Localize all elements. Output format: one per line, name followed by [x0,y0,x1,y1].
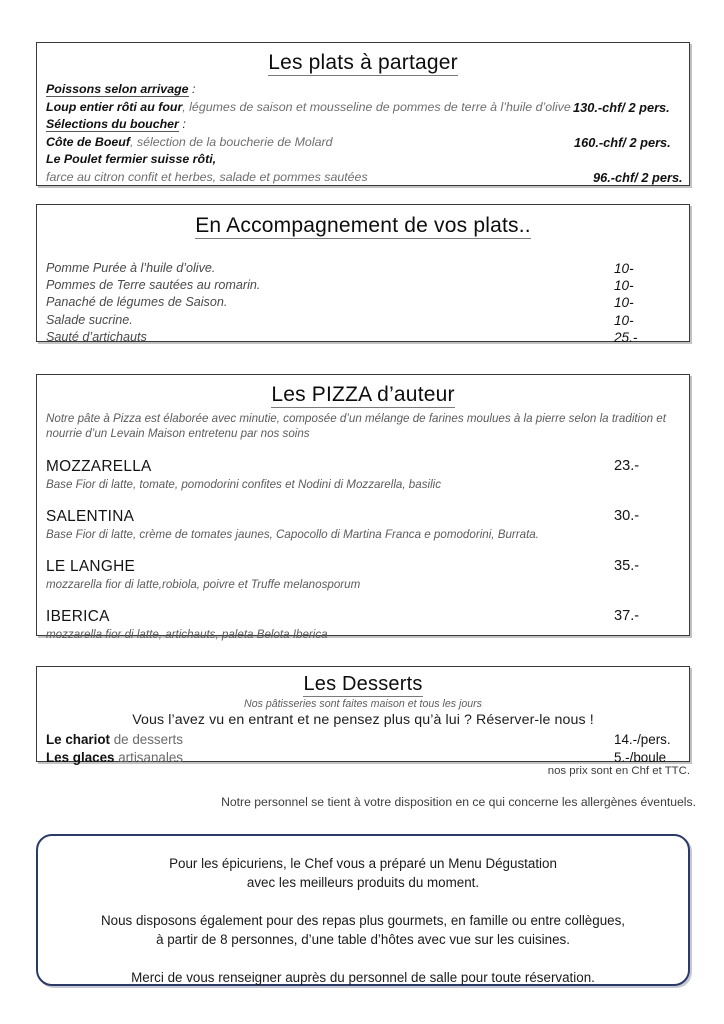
section-desserts [36,666,690,765]
section-title-plats-a-partager: Les plats à partager [268,51,458,74]
plats-line-poulet-description [46,169,681,187]
degustation-line-4: à partir de 8 personnes, d’une table d’hôtes avec vue sur les cuisines. [156,932,570,947]
pizza-item [46,558,689,592]
pizza-description: Base Fior di latte, tomate, pomodorini confites et Nodini di Mozzarella, basilic [46,477,442,491]
section-plats-a-partager [36,42,690,186]
pizza-item [46,508,689,542]
accompagnement-item-name: Sauté d’artichauts [46,329,147,344]
dessert-row [46,731,689,749]
degustation-block-2 [38,911,688,949]
section-accompagnement [36,204,690,345]
poulet-description: farce au citron confit et herbes, salade et pommes sautées [46,169,368,184]
accompagnement-item-name: Pommes de Terre sautées au romarin. [46,278,261,293]
section-menu-degustation [36,834,690,986]
degustation-line-1: Pour les épicuriens, le Chef vous a préparé un Menu Dégustation [169,856,557,871]
dessert-name-rest: artisanales [114,749,183,765]
accompagnement-item-price: 25.- [614,329,638,345]
degustation-line-2: avec les meilleurs produits du moment. [246,875,480,890]
loup-price: 130.-chf/ 2 pers. [573,99,670,115]
accompagnement-item-price: 10- [614,278,634,294]
plats-line-poulet-name [46,151,681,169]
plats-line-boucher-header [46,116,681,134]
cote-de-boeuf-name: Côte de Boeuf [46,134,130,149]
pizza-name: IBERICA [46,607,110,625]
accompagnement-row [46,277,689,294]
pizza-item [46,458,689,492]
accompagnement-item-price: 10- [614,261,634,276]
accompagnement-row [46,329,689,346]
section-title-pizza: Les PIZZA d’auteur [271,383,455,406]
dessert-name-bold: Les glaces [46,749,115,765]
poulet-price: 96.-chf/ 2 pers. [593,169,683,185]
pizza-price: 37.- [614,607,640,624]
poulet-name: Le Poulet fermier suisse rôti, [46,152,217,167]
degustation-line-5: Merci de vous renseigner auprès du personnel de salle pour toute réservation. [131,970,595,985]
accompagnement-list [37,260,689,346]
dessert-name-bold: Le chariot [46,732,110,747]
degustation-block-1 [38,854,688,892]
poissons-header-colon: : [188,82,196,96]
desserts-list [37,731,689,766]
accompagnement-row [46,312,689,329]
pizza-name: MOZZARELLA [46,457,152,475]
accompagnement-row [46,294,689,311]
accompagnement-row [46,260,689,277]
accompagnement-item-name: Salade sucrine. [46,312,133,327]
pizza-description: mozzarella fior di latte, artichauts, paleta Belota Iberica [46,627,328,641]
pizza-item [46,608,689,642]
section-pizza [36,374,690,641]
plats-a-partager-list [37,81,689,187]
pizza-intro-text: Notre pâte à Pizza est élaborée avec minutie, composée d’un mélange de farines moulues à la pierre selon la tradition et nourrie d’un Levain Maison entretenu par nos soins [46,412,666,441]
note-allergens: Notre personnel se tient à votre disposition en ce qui concerne les allergènes éventuels. [221,795,696,809]
accompagnement-item-price: 10- [614,295,634,311]
loup-description: , légumes de saison et mousseline de pommes de terre à l’huile d’olive [182,99,571,114]
section-title-accompagnement: En Accompagnement de vos plats.. [195,214,531,237]
section-title-desserts: Les Desserts [303,673,423,695]
pizza-description: Base Fior di latte, crème de tomates jaunes, Capocollo di Martina Franca e pomodorini, Burrata. [46,527,539,541]
pizza-list [37,458,689,642]
plats-line-cote-de-boeuf [46,134,681,152]
pizza-price: 30.- [614,507,640,524]
cote-de-boeuf-price: 160.-chf/ 2 pers. [574,134,671,150]
note-prices-currency: nos prix sont en Chf et TTC. [547,765,690,777]
accompagnement-item-name: Panaché de légumes de Saison. [46,295,228,310]
cote-de-boeuf-description: , sélection de la boucherie de Molard [129,134,333,149]
dessert-row [46,749,689,767]
dessert-price: 5.-/boule [614,749,667,765]
degustation-line-3: Nous disposons également pour des repas plus gourmets, en famille ou entre collègues, [100,913,626,928]
degustation-block-3 [38,968,688,987]
boucher-header-label: Sélections du boucher [46,117,179,132]
pizza-name: LE LANGHE [46,557,136,575]
accompagnement-item-price: 10- [614,312,634,328]
plats-line-poissons-header [46,81,681,99]
poissons-header-label: Poissons selon arrivage [46,82,189,96]
dessert-price: 14.-/pers. [614,732,671,747]
pizza-description: mozzarella fior di latte,robiola, poivre et Truffe melanosporum [46,577,361,591]
pizza-price: 23.- [614,457,640,474]
desserts-subtitle-reservation: Vous l’avez vu en entrant et ne pensez plus qu’à lui ? Réserver-le nous ! [132,712,594,728]
boucher-header-colon: : [178,117,186,132]
dessert-name-rest: de desserts [110,732,183,747]
desserts-subtitle-maison: Nos pâtisseries sont faites maison et tous les jours [244,698,482,710]
accompagnement-item-name: Pomme Purée à l’huile d’olive. [46,261,216,275]
plats-line-loup [46,99,681,117]
loup-name: Loup entier rôti au four [46,99,183,114]
pizza-price: 35.- [614,557,640,574]
pizza-name: SALENTINA [46,507,135,525]
